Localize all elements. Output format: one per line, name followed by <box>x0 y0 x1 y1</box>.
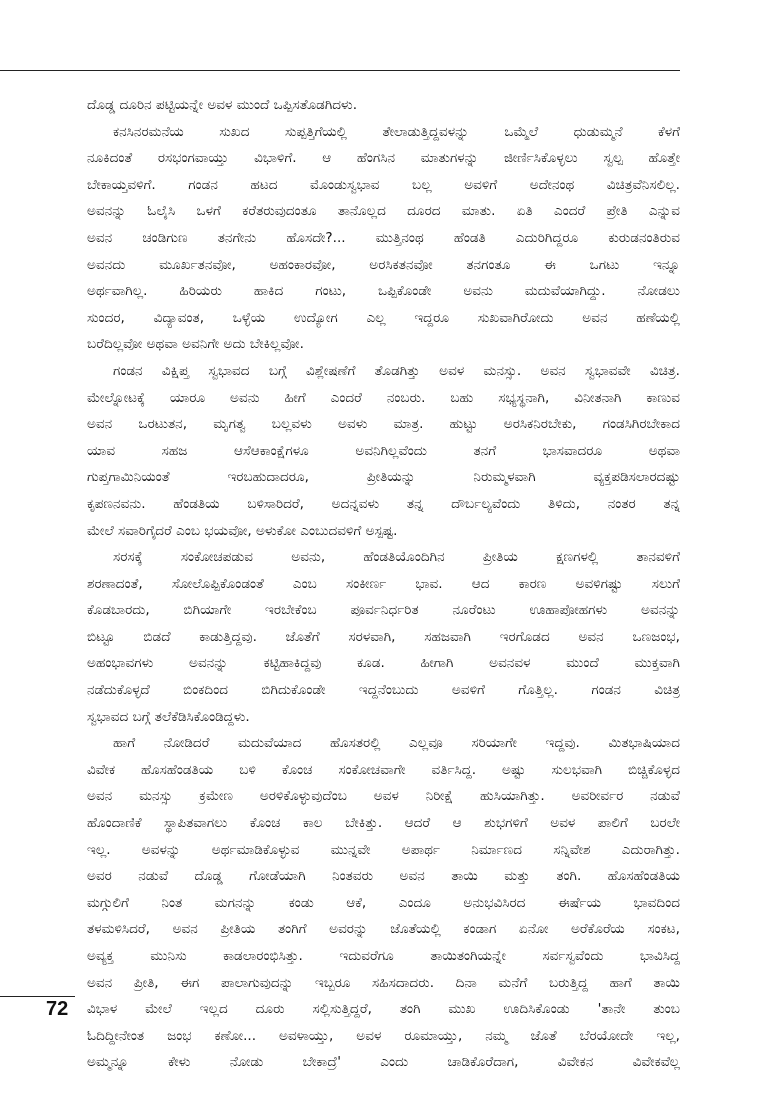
text-line: ಹೊಂದಾಣಿಕೆ ಸ್ಥಾಪಿತವಾಗಲು ಕೊಂಚ ಕಾಲ ಬೇಕಿತ್ತು. ಆದರೆ ಆ ಶುಭಗಳಿಗೆ ಅವಳ ಪಾಲಿಗೆ ಬರಲೇ <box>87 815 680 832</box>
text-line: ಇಲ್ಲ. ಅವಳನ್ನು ಅರ್ಥಮಾಡಿಕೊಳ್ಳುವ ಮುನ್ನವೇ ಅಪಾರ್ಥ ನಿರ್ಮಾಣದ ಸನ್ನಿವೇಶ ಎದುರಾಗಿತ್ತು. <box>87 841 680 858</box>
text-line: ಅವನ ಪ್ರೀತಿ, ಈಗ ಪಾಲಾಗುವುದನ್ನು ಇಬ್ಬರೂ ಸಹಿಸದಾದರು. ದಿನಾ ಮನೆಗೆ ಬರುತ್ತಿದ್ದ ಹಾಗೆ ತಾಯಿ <box>87 974 680 991</box>
text-line: ಸುಂದರ, ವಿದ್ಯಾವಂತ, ಒಳ್ಳೆಯ ಉದ್ಯೋಗ ಎಲ್ಲ ಇದ್ದರೂ ಸುಖವಾಗಿರೋದು ಅವನ ಹಣೆಯಲ್ಲಿ <box>87 309 680 326</box>
text-line: ವಿವೇಕ ಹೊಸಹೆಂಡತಿಯ ಬಳಿ ಕೊಂಚ ಸಂಕೋಚವಾಗೇ ವರ್ತಿಸಿದ್ದ. ಅಷ್ಟು ಸುಲಭವಾಗಿ ಬಿಚ್ಚಿಕೊಳ್ಳದ <box>87 761 680 778</box>
text-line: ಮಗ್ಗುಲಿಗೆ ನಿಂತ ಮಗನನ್ನು ಕಂಡು ಆಕೆ, ಎಂದೂ ಅನುಭವಿಸಿರದ ಈರ್ಷೆಯ ಭಾವದಿಂದ <box>87 894 680 911</box>
text-line: ಗುಪ್ತಗಾಮಿನಿಯಂತೆ ಇರಬಹುದಾದರೂ, ಪ್ರೀತಿಯನ್ನು ನಿರುಮ್ಮಳವಾಗಿ ವ್ಯಕ್ತಪಡಿಸಲಾರದಷ್ಟು <box>87 469 680 486</box>
text-line: ಮೇಲೆ ಸವಾರಿಗೈದರೆ ಎಂಬ ಭಯವೋ, ಅಳುಕೋ ಎಂಬುದವಳಿಗೆ ಅಸ್ಪಷ್ಟ. <box>87 522 398 539</box>
text-line: ಓದಿದ್ದೀನೇಂತ ಜಂಭ ಕಣೋ... ಅವಳಾಯ್ತು, ಅವಳ ರೂಮಾಯ್ತು, ನಮ್ಮ ಜೊತೆ ಬೆರಯೋದೇ ಇಲ್ಲ, <box>87 1027 680 1044</box>
text-line: ಅವನ ಒರಟುತನ, ಮೃಗತ್ವ ಬಲ್ಲವಳು ಅವಳು ಮಾತ್ರ. ಹುಟ್ಟು ಅರಸಿಕನಿರಬೇಕು, ಗಂಡಸಿಗಿರಬೇಕಾದ <box>87 416 680 433</box>
text-line: ಅವನನ್ನು ಓಲೈಸಿ ಒಳಗೆ ಕರೆತರುವುದಂತೂ ತಾನೊಲ್ಲದ ದೂರದ ಮಾತು. ಏತಿ ಎಂದರೆ ಪ್ರೇತಿ ಎನ್ನುವ <box>87 203 680 220</box>
text-line: ಯಾವ ಸಹಜ ಆಸೆಆಕಾಂಕ್ಷೆಗಳೂ ಅವನಿಗಿಲ್ಲವೆಂದು ತನಗೆ ಭಾಸವಾದರೂ ಅಥವಾ <box>87 442 680 459</box>
text-line: ಮೇಲ್ನೋಟಕ್ಕೆ ಯಾರೂ ಅವನು ಹೀಗೆ ಎಂದರೆ ನಂಬರು. ಬಹು ಸಭ್ಯಸ್ಥನಾಗಿ, ವಿನೀತನಾಗಿ ಕಾಣುವ <box>87 389 680 406</box>
text-line: ಅವನ ಮನಸ್ಸು ಕ್ರಮೇಣ ಅರಳಿಕೊಳ್ಳುವುದೆಂಬ ಅವಳ ನಿರೀಕ್ಷೆ ಹುಸಿಯಾಗಿತ್ತು. ಅವರೀರ್ವರ ನಡುವೆ <box>87 788 680 805</box>
text-line: ಅಹಂಭಾವಗಳು ಅವನನ್ನು ಕಟ್ಟಿಹಾಕಿದ್ದವು ಕೂಡ. ಹೀಗಾಗಿ ಅವನವಳ ಮುಂದೆ ಮುಕ್ತವಾಗಿ <box>87 655 680 672</box>
footer-rule <box>0 996 75 997</box>
text-line: ಗಂಡನ ವಿಕ್ಷಿಪ್ತ ಸ್ವಭಾವದ ಬಗ್ಗೆ ವಿಶ್ಲೇಷಣೆಗೆ ತೊಡಗಿತ್ತು ಅವಳ ಮನಸ್ಸು. ಅವನ ಸ್ವಭಾವವೇ ವಿಚಿತ್ರ. <box>113 362 680 379</box>
text-line: ಸರಸಕ್ಕೆ ಸಂಕೋಚಪಡುವ ಅವನು, ಹೆಂಡತಿಯೊಂದಿಗಿನ ಪ್ರೀತಿಯ ಕ್ಷಣಗಳಲ್ಲಿ ತಾನವಳಿಗೆ <box>113 549 680 566</box>
text-line: ದೊಡ್ಡ ದೂರಿನ ಪಟ್ಟಿಯನ್ನೇ ಅವಳ ಮುಂದೆ ಒಪ್ಪಿಸತೊಡಗಿದಳು. <box>87 97 358 113</box>
text-line: ಸ್ವಭಾವದ ಬಗ್ಗೆ ತಲೆಕೆಡಿಸಿಕೊಂಡಿದ್ದಳು. <box>87 708 250 725</box>
header-rule <box>0 70 680 71</box>
text-line: ಕೃಪಣನವನು. ಹೆಂಡತಿಯ ಬಳಿಸಾರಿದರೆ, ಅದನ್ನವಳು ತನ್ನ ದೌರ್ಬಲ್ಯವೆಂದು ತಿಳಿದು, ನಂತರ ತನ್ನ <box>87 495 680 512</box>
text-line: ಹಾಗೆ ನೋಡಿದರೆ ಮದುವೆಯಾದ ಹೊಸತರಲ್ಲಿ ಎಲ್ಲವೂ ಸರಿಯಾಗೇ ಇದ್ದವು. ಮಿತಭಾಷಿಯಾದ <box>113 735 680 752</box>
text-line: ಅವ್ಯಕ್ತ ಮುನಿಸು ಕಾಡಲಾರಂಭಿಸಿತ್ತು. ಇದುವರೆಗೂ ತಾಯಿತಂಗಿಯನ್ನೇ ಸರ್ವಸ್ವವೆಂದು ಭಾವಿಸಿದ್ದ <box>87 948 680 964</box>
text-line: ವಿಭಾಳ ಮೇಲೆ ಇಲ್ಲದ ದೂರು ಸಲ್ಲಿಸುತ್ತಿದ್ದರೆ, ತಂಗಿ ಮುಖ ಊದಿಸಿಕೊಂಡು 'ತಾನೇ ತುಂಬ <box>87 1001 680 1018</box>
text-line: ನಡೆದುಕೊಳ್ಳದೆ ಬಿಂಕದಿಂದ ಬಿಗಿದುಕೊಂಡೇ ಇದ್ದನೆಂಬುದು ಅವಳಿಗೆ ಗೊತ್ತಿಲ್ಲ. ಗಂಡನ ವಿಚಿತ್ರ <box>87 682 680 699</box>
text-line: ಅವನ ಚಂಡಿಗುಣ ತನಗೇನು ಹೊಸದೇ?... ಮುತ್ತಿನಂಥ ಹೆಂಡತಿ ಎದುರಿಗಿದ್ದರೂ ಕುರುಡನಂತಿರುವ <box>87 229 680 246</box>
text-line: ಅವನದು ಮೂರ್ಖತನವೋ, ಅಹಂಕಾರವೋ, ಅರಸಿಕತನವೋ ತನಗಂತೂ ಈ ಒಗಟು ಇನ್ನೂ <box>87 256 680 273</box>
text-line: ಅವರ ನಡುವೆ ದೊಡ್ಡ ಗೋಡೆಯಾಗಿ ನಿಂತವರು ಅವನ ತಾಯಿ ಮತ್ತು ತಂಗಿ. ಹೊಸಹೆಂಡತಿಯ <box>87 868 680 885</box>
text-line: ಬಿಟ್ಟೂ ಬಿಡದೆ ಕಾಡುತ್ತಿದ್ದವು. ಜೊತೆಗೆ ಸರಳವಾಗಿ, ಸಹಜವಾಗಿ ಇರಗೊಡದ ಅವನ ಒಣಜಂಭ, <box>87 628 680 645</box>
text-line: ಶರಣಾದಂತೆ, ಸೋಲೊಪ್ಪಿಕೊಂಡಂತೆ ಎಂಬ ಸಂಕೀರ್ಣ ಭಾವ. ಆದ ಕಾರಣ ಅವಳಿಗಷ್ಟು ಸಲುಗೆ <box>87 575 680 592</box>
text-line: ನೂಕಿದಂತೆ ರಸಭಂಗವಾಯ್ತು ವಿಭಾಳಿಗೆ. ಆ ಹೆಂಗಸಿನ ಮಾತುಗಳನ್ನು ಜೀರ್ಣಿಸಿಕೊಳ್ಳಲು ಸ್ವಲ್ಪ ಹೊತ್ತೇ <box>87 150 680 167</box>
page-body-text <box>87 92 680 1076</box>
text-line: ಕೊಡಬಾರದು, ಬಿಗಿಯಾಗೇ ಇರಬೇಕೆಂಬ ಪೂರ್ವನಿರ್ಧರಿತ ನೂರೆಂಟು ಊಹಾಪೋಹಗಳು ಅವನನ್ನು <box>87 602 680 619</box>
text-line: ಅರ್ಥವಾಗಿಲ್ಲ. ಹಿರಿಯರು ಹಾಕಿದ ಗಂಟು, ಒಪ್ಪಿಕೊಂಡೇ ಅವನು ಮದುವೆಯಾಗಿದ್ದು. ನೋಡಲು <box>87 283 680 300</box>
text-line: ಬರೆದಿಲ್ಲವೋ ಅಥವಾ ಅವನಿಗೇ ಅದು ಬೇಕಿಲ್ಲವೋ. <box>87 336 304 353</box>
text-line: ಬೇಕಾಯ್ತವಳಿಗೆ. ಗಂಡನ ಹಟದ ಮೊಂಡುಸ್ವಭಾವ ಬಲ್ಲ ಅವಳಿಗೆ ಅದೇನಂಥ ವಿಚಿತ್ರವೆನಿಸಲಿಲ್ಲ. <box>87 176 680 193</box>
text-line: ತಳಮಳಿಸಿದರೆ, ಅವನ ಪ್ರೀತಿಯ ತಂಗಿಗೆ ಅವರನ್ನು ಜೊತೆಯಲ್ಲಿ ಕಂಡಾಗ ಏನೋ ಅರೆಕೊರೆಯ ಸಂಕಟ, <box>87 921 680 938</box>
text-line: ಕನಸಿನರಮನೆಯ ಸುಖದ ಸುಪ್ಪತ್ತಿಗೆಯಲ್ಲಿ ತೇಲಾಡುತ್ತಿದ್ದವಳನ್ನು ಒಮ್ಮೆಲೆ ಧುಡುಮ್ಮನೆ ಕೆಳಗೆ <box>113 123 680 140</box>
page-number: 72 <box>46 998 69 1020</box>
text-line: ಅಮ್ಮನ್ನೂ ಕೇಳು ನೋಡು ಬೇಕಾದ್ರೆ' ಎಂದು ಚಾಡಿಕೊರೆದಾಗ, ವಿವೇಕನ ವಿವೇಕವೆಲ್ಲ <box>87 1054 680 1071</box>
